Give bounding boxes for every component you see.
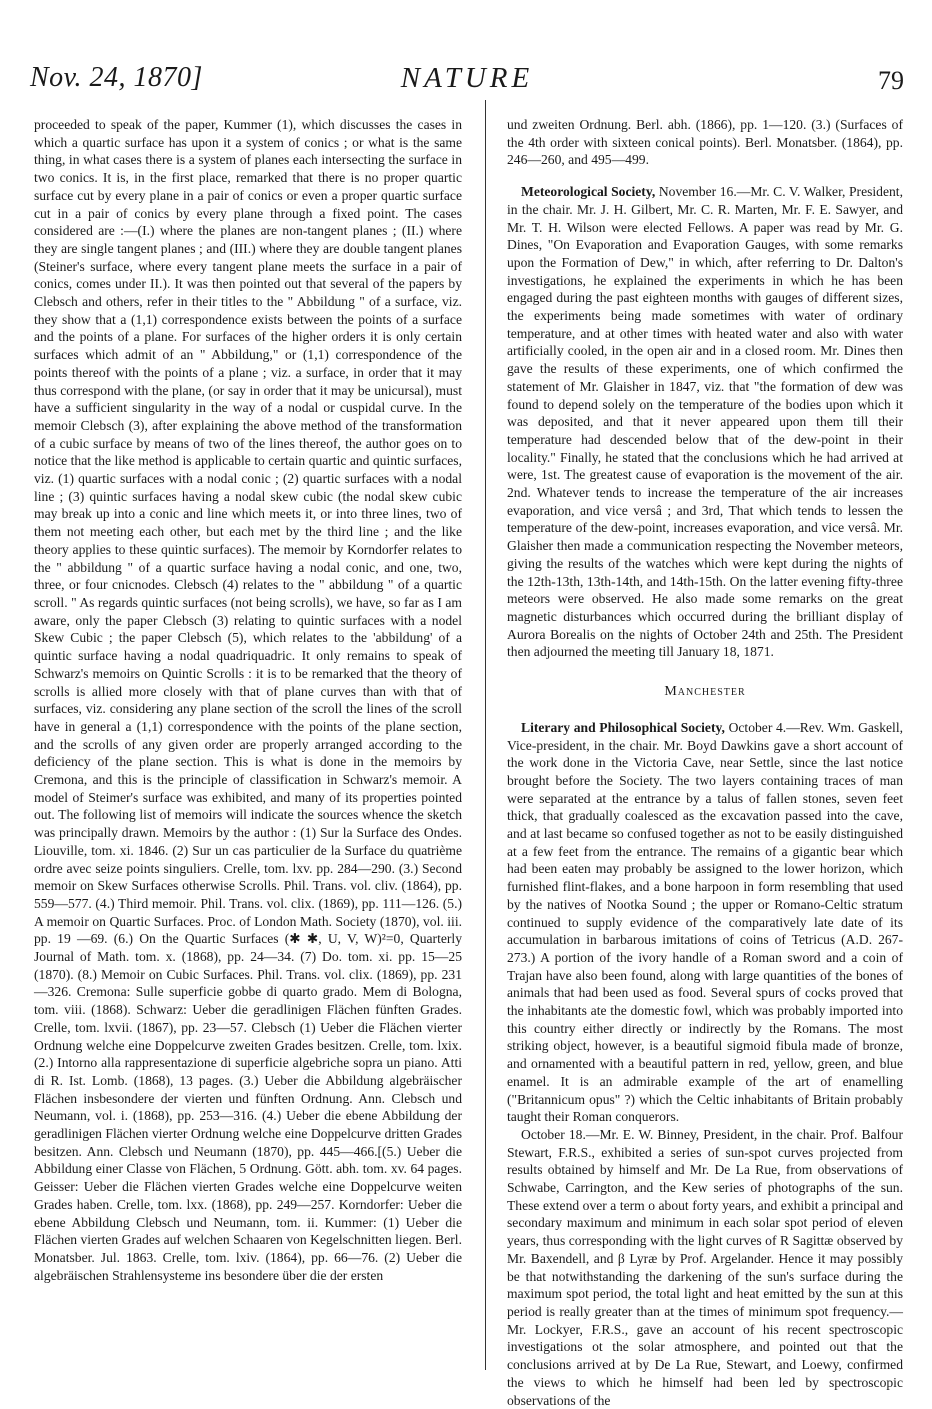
section-heading-manchester: Manchester — [664, 684, 746, 700]
right-continued-paragraph: und zweiten Ordnung. Berl. abh. (1866), pp. 1—120. (3.) (Surfaces of the 4th order with sixteen conical points). Berl. Monatsber. (1864), pp. 246—260, and 495—499. — [507, 117, 903, 168]
literary-society-body: October 4.—Rev. Wm. Gaskell, Vice-president, in the chair. Mr. Boyd Dawkins gave a short account of the work done in the Victoria Cave, near Settle, since the last notice brought before the Society. The two layers containing traces of man were separated at the entrance by a talus of fallen stones, seven feet thick, that gradually coalesced as the excavation passed into the cave, and at last became so confused together as not to be easily distinguished at a few feet from the entrance. The remains of a gigantic bear which had been eaten may probably be assigned to the lower horizon, which furnished flint-flakes, and a bone harpoon in form resembling that used by the natives of Nootka Sound ; the upper or Romano-Celtic stratum continued to supply evidence of the comparatively late date of its accumulation in barbarous imitations of coins of Tetricus (A.D. 267-273.) A portion of the ivory handle of a Roman sword and a coin of Trajan have also been found, along with large quantities of the bones of animals that had been used as food. Several spurs of cocks proved that the inhabitants ate the domestic fowl, which was probably imported into this country either directly or indirectly by the Romans. The most striking object, however, is a beautiful sigmoid fibula made of bronze, and ornamented with a beautiful pattern in red, yellow, green, and blue enamel. It is an admirable example of the art of enamelling ("Britannicum opus" ?) which the Celtic inhabitants of Britain probably taught their Roman conquerors. — [507, 719, 903, 1125]
meteorological-society-heading: Meteorological Society, — [521, 184, 656, 200]
left-column — [34, 116, 462, 1284]
column-divider — [485, 100, 486, 1370]
right-column — [507, 116, 903, 1409]
journal-title: NATURE — [400, 62, 534, 94]
page-header — [30, 62, 904, 106]
literary-society-report — [507, 719, 903, 1126]
page-number: 79 — [878, 66, 904, 95]
left-paragraph: proceeded to speak of the paper, Kummer (1), which discusses the cases in which a quartic surface has upon it a system of conics ; or what is the same thing, in what cases there is a system of planes each intersecting the surface in two conics. It is, in the first place, remarked that there is no proper quartic surface cut by every plane in a pair of conics or even a proper quartic surface cut in a pair of conics by every plane through a fixed point. The cases considered are :—(I.) where the planes are non-tangent planes ; (II.) where they are single tangent planes ; and (III.) where they are double tangent planes (Steiner's surface, where every tangent plane meets the surface in a pair of conics, comes under II.). It was then pointed out that several of the papers by Clebsch and others, refer in their titles to the " Abbildung " of a surface, viz. they show that a (1,1) correspondence exists between the points of a surface and the points of a plane. For surfaces of the higher orders it is only certain surfaces which admit of an " Abbildung," or (1,1) correspondence of the points thereof with the points of a plane ; viz. a surface, in order that it may thus correspond with the plane, (or say in order that it may be unicursal), must have a sufficient singularity in the way of a nodal or cuspidal curve. In the memoir Clebsch (3), after explaining the above method of the transformation of a cubic surface by means of two of the lines thereof, the author goes on to notice that the like method is applicable to certain quartic and quintic surfaces, viz. (1) quartic surfaces with a nodal conic ; (2) quartic surfaces with a nodal line ; (3) quintic surfaces having a nodal skew cubic (the nodal skew cubic may break up into a conic and line which meets it, or into three lines, two of them not meeting each other, but each met by the third line ; and the like theory applies to these quintic surfaces). The memoir by Korndorfer relates to the " abbildung " of a quartic surface having a nodal conic, and one, two, three, or four cnicnodes. Clebsch (4) relates to the " abbildung " of a quartic scroll. " As regards quintic surfaces (not being scrolls), we have, so far as I am aware, only the paper Clebsch (3) relating to quintic surfaces with a nodel Skew Cubic ; the paper Clebsch (5), which relates to the 'abbildung' of a quintic surface having a nodal quadriquadric. It only remains to speak of Schwarz's memoirs on Quintic Scrolls : it is to be remarked that the theory of scrolls is allied more closely with that of plane curves than with that of surfaces, viz. considering any plane section of the scroll the lines of the scroll have in general a (1,1) correspondence with the points of the plane section, and the scrolls of any given order are properly arranged according to the deficiency of the plane section. This is what is done in the memoirs by Cremona, and this is the principle of classification in Schwarz's memoir. A model of Steimer's surface was exhibited, and many of its properties pointed out. The following list of memoirs will indicate the sources whence the sketch was principally drawn. Memoirs by the author : (1) Sur la Surface des Ondes. Liouville, tom. xi. 1846. (2) Sur un cas particulier de la Surface du quatrième ordre avec seize points singuliers. Crelle, tom. lxv. pp. 284—290. (3.) Second memoir on Skew Surfaces otherwise Scrolls. Phil. Trans. vol. cliv. (1864), pp. 559—577. (4.) Third memoir. Phil. Trans. vol. clix. (1869), pp. 111—126. (5.) A memoir on Quartic Surfaces. Proc. of London Math. Society (1870), vol. iii. pp. 19 —69. (6.) On the Quartic Surfaces (✱ ✱, U, V, W)²=0, Quarterly Journal of Math. tom. x. (1868), pp. 24—34. (7) Do. tom. xi. pp. 15—25 (1870). (8.) Memoir on Cubic Surfaces. Phil. Trans. vol. clix. (1869), pp. 231—326. Cremona: Sulle superficie gobbe di quarto grado. Mem di Bologna, tom. viii. (1868). Schwarz: Ueber die geradlinigen Flächen fünften Grades. Crelle, tom. lxvii. (1867), pp. 23—57. Clebsch (1) Ueber die Flächen vierter Ordnung welche eine Doppelcurve zweiten Grades besitzen. Crelle, tom. lxix. (2.) Intorno alla rappresentazione di superficie algebriche sopra un piano. Atti di R. Ist. Lomb. (1868), 13 pages. (3.) Ueber die Abbildung algebräischer Flächen insbesondere der vierten und fünften Ordnung. Ann. Clebsch und Neumann, vol. i. (1868), pp. 253—316. (4.) Ueber die ebene Abbildung der geradlinigen Flächen vierter Ordnung welche eine Doppelcurve dritten Grades besitzen. Ann. Clebsch und Neumann (1870), pp. 445—466.[(5.) Ueber die Abbildung einer Classe von Flächen, 5 Ordnung. Gött. abh. tom. xv. 64 pages. Geisser: Ueber die Flächen vierten Grades welche eine Doppelcurve weiten Grades haben. Crelle, tom. lxx. (1868), pp. 249—257. Korndorfer: Ueber die ebene Abbildung Clebsch und Neumann, tom. ii. Kummer: (1) Ueber die Flächen vierten Grades auf welchen Schaaren von Kegelschnitten liegen. Berl. Monatsber. Jul. 1863. Crelle, tom. lxiv. (1864), pp. 66—76. (2) Ueber die algebräischen Strahlensysteme ins besondere über die der ersten — [34, 117, 462, 1283]
header-date: Nov. 24, 1870] — [30, 62, 203, 93]
october-18-report: October 18.—Mr. E. W. Binney, President, in the chair. Prof. Balfour Stewart, F.R.S., exhibited a series of sun-spot curves projected from results obtained by himself and Mr. De La Rue, from observations of Schwabe, Carrington, and the Kew series of photographs of the sun. These extend over a term o about forty years, and exhibit a principal and secondary maximum and minimum in each solar spot period of eleven years, thus corresponding with the light curves of R Sagittæ observed by Mr. Baxendell, and β Lyræ by Prof. Argelander. Hence it may possibly be that notwithstanding the darkening of the sun's surface during the maximum spot period, the total light and heat emitted by the sun at this period is really greater than at the times of minimum spot frequency.—Mr. Lockyer, F.R.S., gave an account of his recent spectroscopic investigations ot the solar atmosphere, and pointed out that the conclusions arrived at by De La Rue, Stewart, and Loewy, confirmed the views to which he himself had been led by spectroscopic observations of the — [507, 1126, 903, 1408]
literary-society-heading: Literary and Philosophical Society, — [521, 719, 725, 735]
meteorological-society-report — [507, 183, 903, 661]
meteorological-society-body: November 16.—Mr. C. V. Walker, President, in the chair. Mr. J. H. Gilbert, Mr. C. R. Marten, Mr. F. E. Sawyer, and Mr. T. H. Wilson were elected Fellows. A paper was read by Mr. G. Dines, "On Evaporation and Evaporation Gauges, with some remarks upon the Formation of Dew," in which, after referring to Dr. Dalton's investigations, he explained the experiments in which he has been engaged during the past eighteen months with gauges of different sizes, the experiments being made sometimes with water of ordinary temperature, and at other times with heated water and also with water artificially cooled, in the open air and in a closed room. Mr. Dines then gave the results of these experiments, one of which confirmed the statement of Mr. Glaisher in 1847, viz. that "the formation of dew was found to depend solely on the temperature of the bodies upon which it was deposited, and that it never appeared upon them till their temperature had descended below that of the dew-point in their locality." Finally, he stated that the conclusions which he had arrived at were, 1st. The greatest cause of evaporation is the movement of the air. 2nd. Whatever tends to increase the temperature of the air increases evaporation, and vice versâ ; and 3rd, That which tends to lessen the temperature of the dew-point, increases evaporation, and vice versâ. Mr. Glaisher then made a communication respecting the November meteors, giving the results of the watches which were kept during the nights of the 12th-13th, 13th-14th, and 14th-15th. On the latter evening fifty-three meteors were observed. He also made some remarks on the great magnetic disturbances which occurred during the brilliant display of Aurora Borealis on the nights of October 24th and 25th. The President then adjourned the meeting till January 18, 1871. — [507, 184, 903, 660]
